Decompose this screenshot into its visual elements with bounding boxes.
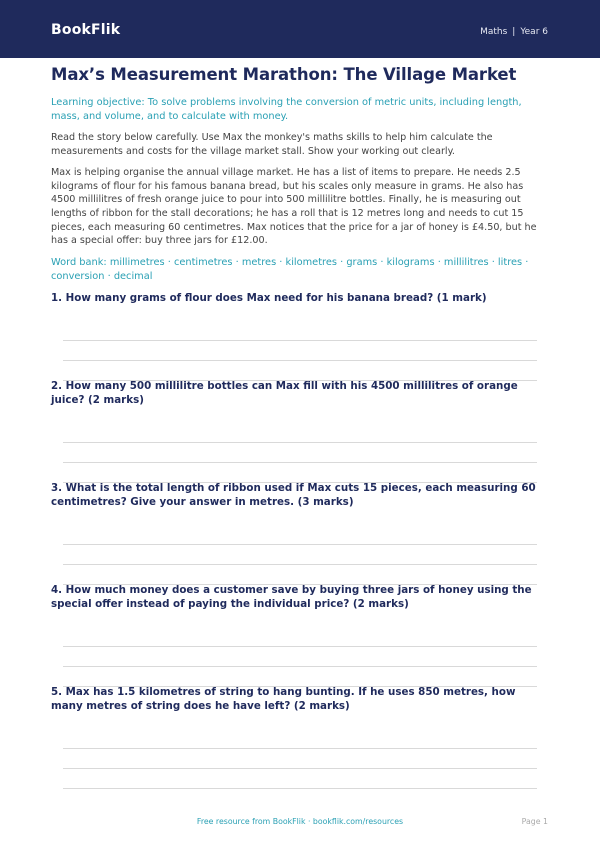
header-meta xyxy=(480,27,548,37)
question-5: 5. Max has 1.5 kilometres of string to hang bunting. If he uses 850 metres, how many metres of string does he have left? (2 marks) xyxy=(51,686,516,712)
answer-line xyxy=(63,442,537,443)
answer-line xyxy=(63,544,537,545)
instructions: Read the story below carefully. Use Max the monkey's maths skills to help him calculate the measurements and costs for the village market stall. Show your working out clearly. xyxy=(51,132,493,157)
answer-line xyxy=(63,788,537,789)
page-title: Max’s Measurement Marathon: The Village Market xyxy=(51,65,517,84)
story-text: Max is helping organise the annual village market. He has a list of items to prepare. He needs 2.5 kilograms of flour for his famous banana bread, but his scales only measure in grams. He also has 4500 millilitres of fresh orange juice to pour into 500 millilitre bottles. Finally, he is measuring out lengths of ribbon for the stall decorations; he has a roll that is 12 metres long and needs to cut 15 pieces, each measuring 60 centimetres. Max notices that the price for a jar of honey is £4.50, but he has a special offer: buy three jars for £12.00. xyxy=(51,167,537,247)
footer-text: Free resource from BookFlik · bookflik.com/resources xyxy=(196,817,404,826)
question-4: 4. How much money does a customer save by buying three jars of honey using the special offer instead of paying the individual price? (2 marks) xyxy=(51,584,532,610)
answer-line xyxy=(63,666,537,667)
subject-label: Maths xyxy=(480,27,508,37)
learning-objective: Learning objective: To solve problems involving the conversion of metric units, including length, mass, and volume, and to calculate with money. xyxy=(51,97,522,122)
page-number: Page 1 xyxy=(521,817,548,826)
question-2: 2. How many 500 millilitre bottles can Max fill with his 4500 millilitres of orange juice? (2 marks) xyxy=(51,380,518,406)
question-1: 1. How many grams of flour does Max need for his banana bread? (1 mark) xyxy=(51,292,487,304)
word-bank: Word bank: millimetres · centimetres · metres · kilometres · grams · kilograms · millilitres · litres · conversion · decimal xyxy=(51,256,529,282)
answer-line xyxy=(63,768,537,769)
answer-line xyxy=(63,564,537,565)
brand-logo-text: BookFlik xyxy=(51,22,121,38)
question-3: 3. What is the total length of ribbon used if Max cuts 15 pieces, each measuring 60 centimetres? Give your answer in metres. (3 marks) xyxy=(51,482,536,508)
answer-line xyxy=(63,340,537,341)
answer-line xyxy=(63,646,537,647)
meta-separator: | xyxy=(512,27,516,37)
answer-line xyxy=(63,462,537,463)
worksheet-intro xyxy=(51,64,538,283)
page-header xyxy=(0,0,600,58)
year-label: Year 6 xyxy=(520,27,548,37)
answer-line xyxy=(63,360,537,361)
answer-line xyxy=(63,748,537,749)
